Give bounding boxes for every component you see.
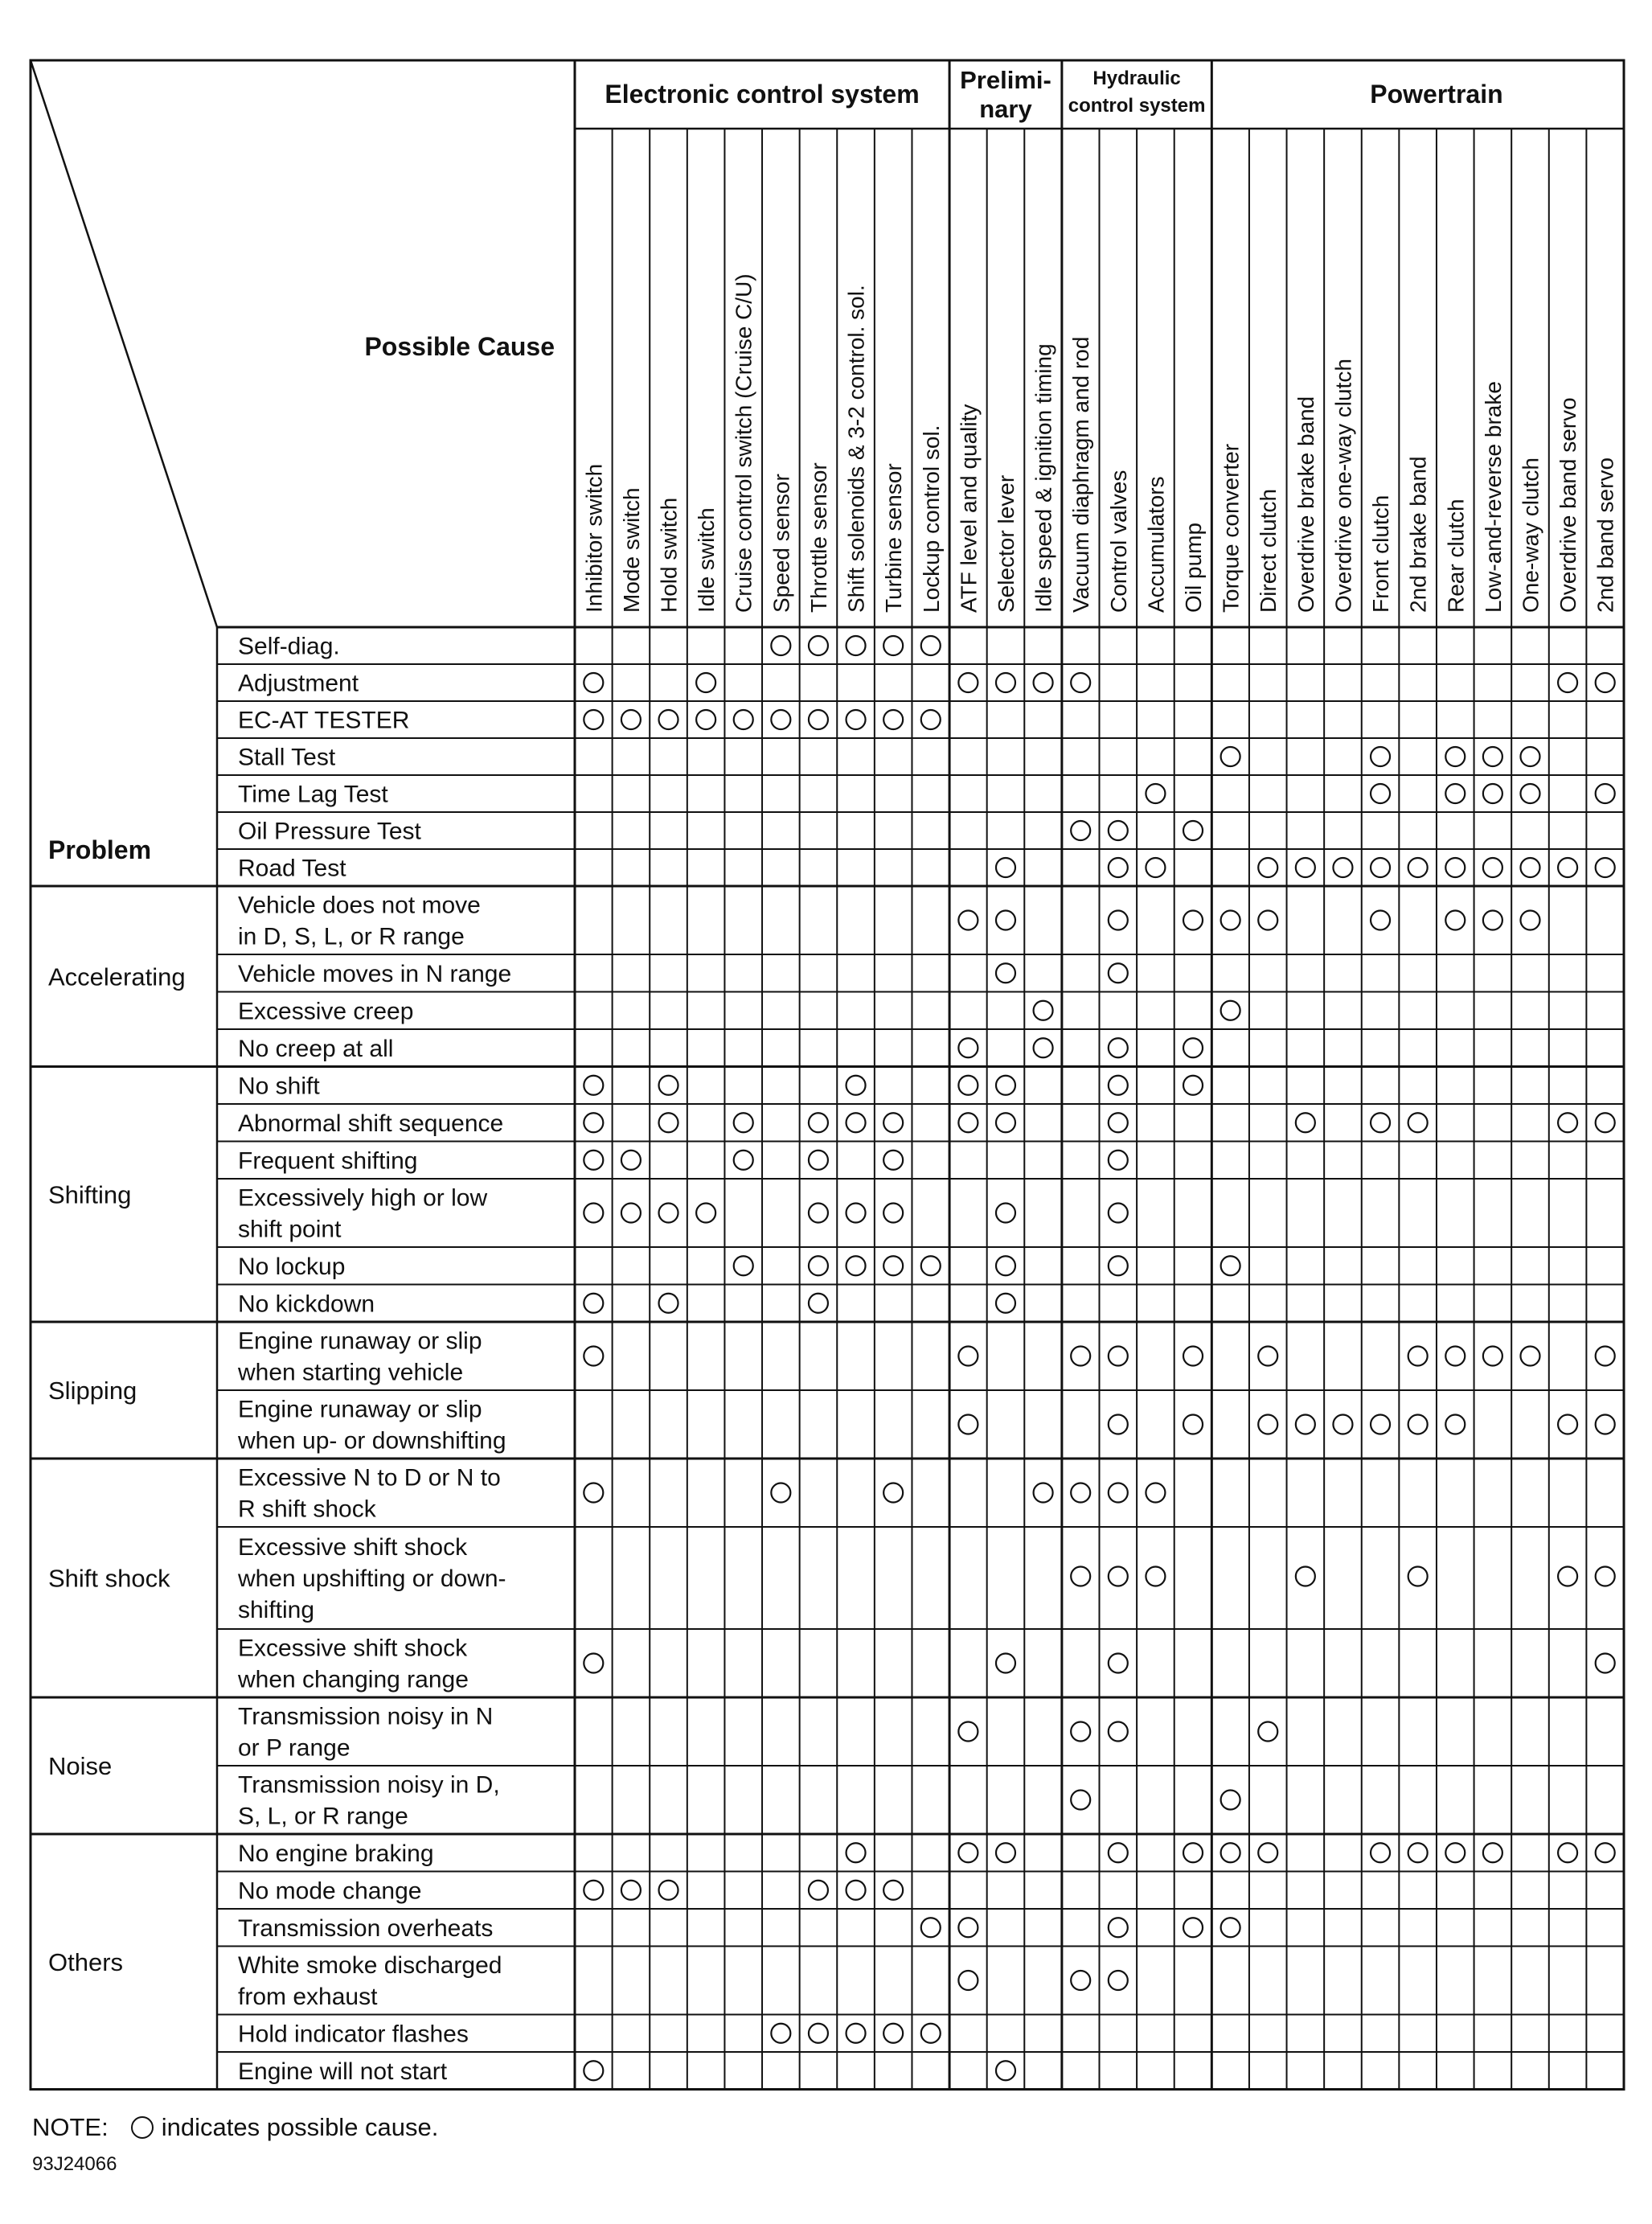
symptom-label: Engine runaway or slip [238, 1327, 482, 1355]
possible-cause-mark [1483, 911, 1502, 930]
possible-cause-mark [771, 636, 790, 655]
symptom-label: Engine will not start [238, 2058, 448, 2085]
possible-cause-mark [1183, 1918, 1203, 1937]
problem-group-label: Others [48, 1947, 124, 1976]
possible-cause-mark [846, 1076, 866, 1095]
possible-cause-mark [1109, 1038, 1128, 1057]
possible-cause-mark [1333, 858, 1352, 877]
symptom-label: Excessively high or low [238, 1184, 488, 1212]
group-header-pre-line: Prelimi- [960, 66, 1051, 94]
possible-cause-mark [1071, 821, 1090, 840]
possible-cause-mark [1408, 1347, 1428, 1366]
possible-cause-mark [696, 673, 715, 692]
possible-cause-mark [1109, 1918, 1128, 1937]
group-header-hyd-line: Hydraulic [1092, 68, 1181, 89]
group-header-pre-line: nary [979, 95, 1032, 123]
possible-cause-mark [883, 1113, 903, 1132]
possible-cause-mark [621, 710, 641, 729]
possible-cause-mark [1408, 858, 1428, 877]
possible-cause-mark [734, 1113, 753, 1132]
possible-cause-mark [1109, 1722, 1128, 1742]
column-label: Idle switch [694, 507, 719, 613]
possible-cause-mark [659, 1113, 678, 1132]
possible-cause-mark [1596, 673, 1615, 692]
possible-cause-mark [883, 1151, 903, 1170]
possible-cause-mark [1520, 747, 1539, 766]
possible-cause-mark [846, 1204, 866, 1223]
possible-cause-mark [584, 1204, 603, 1223]
possible-cause-mark [1034, 673, 1053, 692]
possible-cause-mark [883, 1881, 903, 1900]
possible-cause-mark [584, 1654, 603, 1673]
column-label: Accumulators [1143, 476, 1169, 613]
possible-cause-mark [1183, 821, 1203, 840]
possible-cause-mark [1034, 1483, 1053, 1503]
note-prefix: NOTE: [32, 2113, 109, 2141]
symptom-label: when upshifting or down- [238, 1565, 506, 1592]
possible-cause-mark [1258, 1347, 1277, 1366]
possible-cause-mark [809, 1294, 828, 1313]
column-label: Inhibitor switch [581, 463, 607, 613]
possible-cause-mark [1071, 1722, 1090, 1742]
possible-cause-mark [1520, 784, 1539, 803]
possible-cause-mark [921, 1256, 941, 1275]
possible-cause-mark [996, 2061, 1015, 2080]
possible-cause-mark [1371, 911, 1390, 930]
possible-cause-mark [1445, 747, 1465, 766]
symptom-label: shift point [238, 1216, 342, 1243]
column-label: Mode switch [618, 487, 644, 613]
symptom-label: Excessive shift shock [238, 1635, 468, 1662]
test-label: Road Test [238, 855, 346, 882]
possible-cause-mark [1109, 963, 1128, 983]
test-label: Self-diag. [238, 633, 340, 660]
symptom-label: Frequent shifting [238, 1147, 418, 1175]
possible-cause-mark [1558, 1415, 1577, 1434]
possible-cause-mark [1596, 858, 1615, 877]
possible-cause-label: Possible Cause [364, 332, 555, 361]
possible-cause-mark [1183, 1415, 1203, 1434]
symptom-label: shifting [238, 1597, 315, 1623]
possible-cause-mark [1596, 1415, 1615, 1434]
possible-cause-mark [1109, 821, 1128, 840]
possible-cause-mark [1109, 1076, 1128, 1095]
test-label: Time Lag Test [238, 781, 388, 808]
possible-cause-mark [958, 1415, 978, 1434]
possible-cause-mark [1520, 858, 1539, 877]
possible-cause-mark [996, 858, 1015, 877]
symptom-label: from exhaust [238, 1984, 378, 2010]
possible-cause-mark [1109, 1483, 1128, 1503]
column-label: Overdrive brake band [1293, 396, 1318, 613]
possible-cause-mark [921, 710, 941, 729]
possible-cause-mark [809, 1151, 828, 1170]
possible-cause-mark [1520, 1347, 1539, 1366]
possible-cause-mark [1445, 1347, 1465, 1366]
possible-cause-mark [584, 1151, 603, 1170]
symptom-label: or P range [238, 1734, 350, 1762]
possible-cause-mark [659, 1076, 678, 1095]
possible-cause-mark [1296, 1567, 1315, 1586]
possible-cause-mark [1221, 1918, 1240, 1937]
possible-cause-mark [1146, 784, 1165, 803]
possible-cause-mark [1371, 1843, 1390, 1862]
symptom-label: No mode change [238, 1877, 422, 1905]
symptom-label: Transmission noisy in D, [238, 1771, 500, 1799]
symptom-label: when starting vehicle [238, 1359, 464, 1386]
possible-cause-mark [1183, 1076, 1203, 1095]
possible-cause-mark [584, 1483, 603, 1503]
possible-cause-mark [1221, 1256, 1240, 1275]
possible-cause-mark [1558, 1843, 1577, 1862]
column-label: Direct clutch [1256, 488, 1281, 613]
column-label: Selector lever [993, 474, 1019, 613]
column-label: Speed sensor [769, 474, 794, 613]
possible-cause-mark [659, 1294, 678, 1313]
possible-cause-mark [846, 1843, 866, 1862]
column-label: 2nd band servo [1593, 457, 1618, 613]
possible-cause-mark [958, 1347, 978, 1366]
possible-cause-mark [1034, 1001, 1053, 1020]
symptom-label: White smoke discharged [238, 1952, 502, 1979]
possible-cause-mark [921, 1918, 941, 1937]
possible-cause-mark [1109, 1654, 1128, 1673]
possible-cause-mark [1071, 673, 1090, 692]
column-label: Shift solenoids & 3-2 control. sol. [843, 285, 869, 613]
possible-cause-mark [659, 1881, 678, 1900]
possible-cause-mark [1109, 858, 1128, 877]
column-label: 2nd brake band [1405, 456, 1431, 613]
problem-group-label: Accelerating [48, 962, 186, 991]
possible-cause-mark [921, 2024, 941, 2043]
possible-cause-mark [1445, 1415, 1465, 1434]
possible-cause-mark [921, 636, 941, 655]
symptom-label: Abnormal shift sequence [238, 1110, 504, 1137]
possible-cause-mark [958, 911, 978, 930]
problem-group-label: Slipping [48, 1377, 137, 1405]
possible-cause-mark [883, 1483, 903, 1503]
symptom-label: R shift shock [238, 1496, 376, 1523]
column-label: Turbine sensor [881, 463, 907, 613]
possible-cause-circle-icon [131, 2116, 154, 2139]
problem-label: Problem [48, 835, 152, 864]
column-label: Low-and-reverse brake [1480, 381, 1506, 613]
possible-cause-mark [809, 2024, 828, 2043]
column-label: Front clutch [1368, 494, 1394, 613]
possible-cause-mark [883, 636, 903, 655]
possible-cause-mark [1146, 858, 1165, 877]
possible-cause-mark [1109, 1971, 1128, 1990]
possible-cause-mark [1258, 858, 1277, 877]
possible-cause-mark [958, 1722, 978, 1742]
possible-cause-mark [584, 1076, 603, 1095]
possible-cause-mark [1183, 1038, 1203, 1057]
possible-cause-mark [883, 1204, 903, 1223]
problem-group-label: Shifting [48, 1180, 132, 1209]
possible-cause-mark [1333, 1415, 1352, 1434]
symptom-label: Transmission overheats [238, 1914, 494, 1942]
column-label: Cruise control switch (Cruise C/U) [731, 273, 756, 613]
possible-cause-mark [996, 673, 1015, 692]
possible-cause-mark [846, 710, 866, 729]
column-label: Rear clutch [1443, 499, 1469, 613]
possible-cause-mark [809, 1204, 828, 1223]
possible-cause-mark [734, 1151, 753, 1170]
symptom-label: Excessive shift shock [238, 1534, 468, 1561]
possible-cause-mark [846, 1881, 866, 1900]
possible-cause-mark [1445, 1843, 1465, 1862]
possible-cause-mark [1071, 1971, 1090, 1990]
possible-cause-mark [1596, 1113, 1615, 1132]
possible-cause-mark [1071, 1483, 1090, 1503]
possible-cause-mark [1408, 1415, 1428, 1434]
possible-cause-mark [809, 636, 828, 655]
possible-cause-mark [846, 636, 866, 655]
possible-cause-mark [1371, 1113, 1390, 1132]
header-diagonal-line [31, 60, 217, 627]
possible-cause-mark [846, 1256, 866, 1275]
possible-cause-mark [771, 2024, 790, 2043]
group-header-ecs: Electronic control system [605, 80, 920, 109]
possible-cause-mark [1445, 858, 1465, 877]
possible-cause-mark [883, 2024, 903, 2043]
possible-cause-mark [1408, 1113, 1428, 1132]
possible-cause-mark [846, 2024, 866, 2043]
column-label: Lockup control sol. [918, 425, 944, 613]
possible-cause-mark [1296, 858, 1315, 877]
possible-cause-mark [1221, 911, 1240, 930]
possible-cause-mark [1109, 1347, 1128, 1366]
possible-cause-mark [1146, 1483, 1165, 1503]
possible-cause-mark [1109, 1151, 1128, 1170]
possible-cause-mark [958, 1843, 978, 1862]
possible-cause-mark [1221, 1791, 1240, 1810]
group-header-hyd-line: control system [1068, 95, 1206, 117]
possible-cause-mark [996, 1113, 1015, 1132]
possible-cause-mark [883, 1256, 903, 1275]
column-label: Overdrive one-way clutch [1330, 359, 1356, 613]
symptom-label: when changing range [238, 1666, 469, 1693]
possible-cause-mark [584, 1113, 603, 1132]
possible-cause-mark [621, 1151, 641, 1170]
possible-cause-mark [734, 1256, 753, 1275]
symptom-label: S, L, or R range [238, 1803, 408, 1830]
possible-cause-mark [1221, 747, 1240, 766]
column-label: Torque converter [1218, 443, 1244, 613]
column-label: Idle speed & ignition timing [1031, 343, 1056, 613]
possible-cause-mark [1109, 1567, 1128, 1586]
possible-cause-mark [1071, 1567, 1090, 1586]
possible-cause-mark [1596, 784, 1615, 803]
possible-cause-mark [1109, 1843, 1128, 1862]
column-label: Vacuum diaphragm and rod [1068, 336, 1094, 613]
symptom-label: Excessive creep [238, 998, 414, 1025]
possible-cause-mark [1483, 1843, 1502, 1862]
possible-cause-mark [958, 1076, 978, 1095]
possible-cause-mark [958, 1918, 978, 1937]
symptom-label: Hold indicator flashes [238, 2021, 469, 2048]
possible-cause-mark [883, 710, 903, 729]
possible-cause-mark [1296, 1113, 1315, 1132]
test-label: Adjustment [238, 670, 359, 697]
possible-cause-mark [1071, 1347, 1090, 1366]
possible-cause-mark [584, 2061, 603, 2080]
possible-cause-mark [1558, 858, 1577, 877]
possible-cause-mark [771, 710, 790, 729]
possible-cause-mark [584, 1294, 603, 1313]
possible-cause-mark [846, 1113, 866, 1132]
possible-cause-mark [659, 1204, 678, 1223]
possible-cause-mark [1109, 1204, 1128, 1223]
test-label: Oil Pressure Test [238, 818, 421, 845]
possible-cause-mark [1146, 1567, 1165, 1586]
possible-cause-mark [584, 1347, 603, 1366]
possible-cause-mark [771, 1483, 790, 1503]
possible-cause-mark [621, 1204, 641, 1223]
possible-cause-mark [1520, 911, 1539, 930]
possible-cause-mark [584, 1881, 603, 1900]
possible-cause-mark [1558, 673, 1577, 692]
possible-cause-mark [1258, 1415, 1277, 1434]
possible-cause-mark [1183, 1347, 1203, 1366]
possible-cause-mark [958, 673, 978, 692]
possible-cause-mark [1258, 1722, 1277, 1742]
possible-cause-mark [1371, 1415, 1390, 1434]
possible-cause-mark [1183, 911, 1203, 930]
problem-group-label: Noise [48, 1752, 113, 1780]
symptom-label: Engine runaway or slip [238, 1396, 482, 1423]
possible-cause-mark [1558, 1567, 1577, 1586]
possible-cause-mark [659, 710, 678, 729]
possible-cause-mark [1445, 911, 1465, 930]
possible-cause-mark [1371, 858, 1390, 877]
group-header-pwr: Powertrain [1370, 80, 1503, 109]
possible-cause-mark [1109, 1256, 1128, 1275]
possible-cause-mark [1408, 1843, 1428, 1862]
symptom-label: No kickdown [238, 1290, 375, 1318]
possible-cause-mark [621, 1881, 641, 1900]
possible-cause-mark [809, 1113, 828, 1132]
possible-cause-mark [1109, 1113, 1128, 1132]
possible-cause-mark [809, 1256, 828, 1275]
possible-cause-mark [1596, 1843, 1615, 1862]
possible-cause-mark [809, 1881, 828, 1900]
column-label: One-way clutch [1518, 458, 1543, 613]
possible-cause-mark [996, 1076, 1015, 1095]
possible-cause-mark [1483, 1347, 1502, 1366]
column-label: ATF level and quality [956, 404, 982, 613]
possible-cause-mark [584, 673, 603, 692]
column-label: Overdrive band servo [1556, 397, 1581, 613]
symptom-label: No creep at all [238, 1035, 394, 1062]
symptom-label: when up- or downshifting [238, 1427, 506, 1455]
possible-cause-mark [958, 1038, 978, 1057]
possible-cause-mark [1221, 1001, 1240, 1020]
possible-cause-mark [809, 710, 828, 729]
possible-cause-mark [996, 1843, 1015, 1862]
possible-cause-mark [958, 1113, 978, 1132]
possible-cause-mark [1071, 1791, 1090, 1810]
possible-cause-mark [1371, 747, 1390, 766]
note [32, 2113, 438, 2142]
possible-cause-mark [958, 1971, 978, 1990]
possible-cause-mark [1034, 1038, 1053, 1057]
symptom-label: No shift [238, 1073, 320, 1100]
possible-cause-mark [1408, 1567, 1428, 1586]
possible-cause-mark [1483, 858, 1502, 877]
possible-cause-mark [1596, 1567, 1615, 1586]
possible-cause-mark [1445, 784, 1465, 803]
column-label: Hold switch [656, 497, 682, 613]
symptom-label: Excessive N to D or N to [238, 1464, 501, 1492]
possible-cause-mark [696, 710, 715, 729]
possible-cause-mark [734, 710, 753, 729]
possible-cause-mark [996, 911, 1015, 930]
note-text: indicates possible cause. [161, 2113, 439, 2141]
column-label: Throttle sensor [806, 462, 831, 613]
symptom-label: in D, S, L, or R range [238, 923, 465, 950]
possible-cause-mark [1258, 1843, 1277, 1862]
symptom-label: Vehicle moves in N range [238, 960, 512, 987]
possible-cause-mark [584, 710, 603, 729]
possible-cause-mark [1109, 911, 1128, 930]
figure-code: 93J24066 [32, 2153, 117, 2175]
possible-cause-mark [1596, 1654, 1615, 1673]
symptom-label: No lockup [238, 1253, 346, 1280]
possible-cause-mark [996, 963, 1015, 983]
symptom-label: Vehicle does not move [238, 892, 481, 919]
symptom-label: Transmission noisy in N [238, 1703, 494, 1730]
possible-cause-mark [1558, 1113, 1577, 1132]
possible-cause-mark [1483, 784, 1502, 803]
possible-cause-mark [996, 1294, 1015, 1313]
possible-cause-mark [996, 1654, 1015, 1673]
problem-group-label: Shift shock [48, 1564, 170, 1593]
possible-cause-mark [1109, 1415, 1128, 1434]
test-label: Stall Test [238, 744, 336, 771]
possible-cause-mark [1296, 1415, 1315, 1434]
possible-cause-mark [696, 1204, 715, 1223]
possible-cause-mark [996, 1256, 1015, 1275]
possible-cause-mark [996, 1204, 1015, 1223]
symptom-label: No engine braking [238, 1840, 434, 1867]
possible-cause-mark [1258, 911, 1277, 930]
column-label: Control valves [1105, 470, 1131, 613]
test-label: EC-AT TESTER [238, 707, 410, 734]
possible-cause-mark [1596, 1347, 1615, 1366]
possible-cause-mark [1221, 1843, 1240, 1862]
possible-cause-mark [1371, 784, 1390, 803]
column-label: Oil pump [1181, 522, 1207, 613]
possible-cause-mark [1183, 1843, 1203, 1862]
possible-cause-mark [1483, 747, 1502, 766]
